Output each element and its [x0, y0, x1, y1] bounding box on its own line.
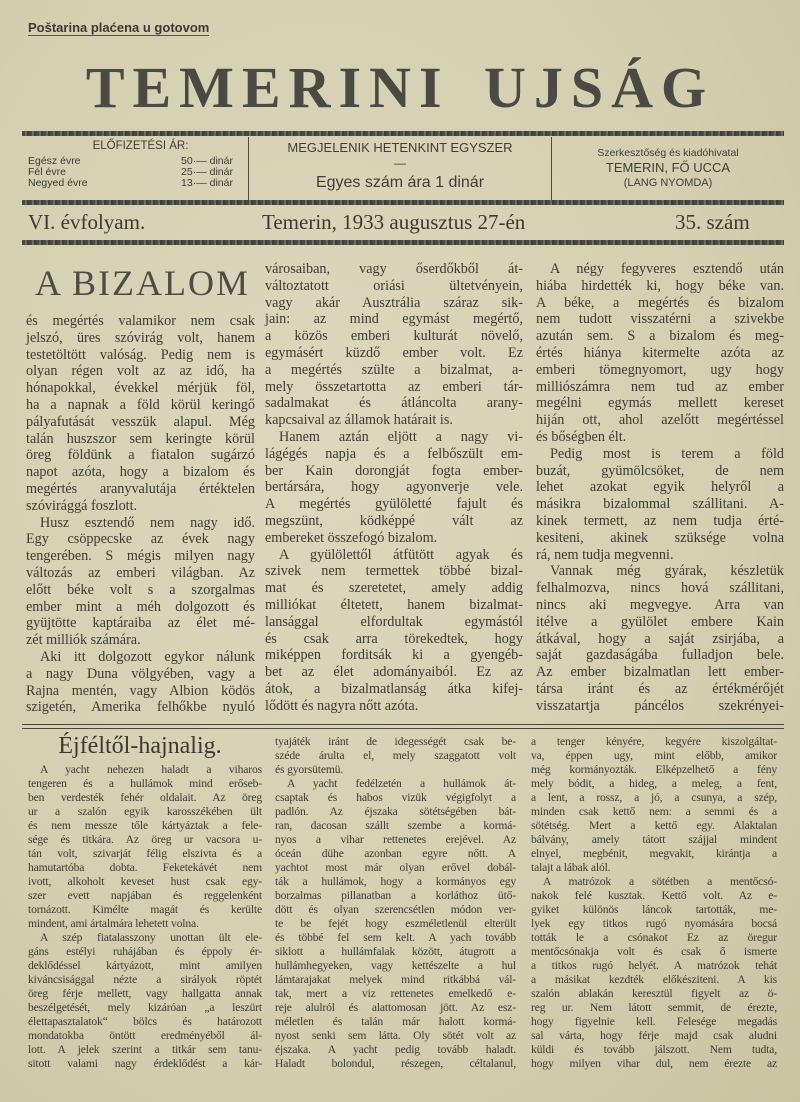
text-line: mely bódit, a hideg, a meleg, a fent,	[531, 777, 777, 790]
text-line: mindent, ami ártalmára lehetett volna.	[28, 917, 199, 930]
text-line: tották le a csónakot Ez az öregur	[531, 931, 777, 944]
text-line: testetöltött valóság. Pedig nem is	[26, 346, 255, 363]
text-line: tornázott. Kimélte magát és kerülte	[28, 903, 262, 916]
text-line: másikra bizalommal szállitani. A-	[536, 496, 784, 513]
text-line: embereket összefogó bizalom.	[265, 529, 438, 546]
article-column	[265, 261, 523, 715]
text-line: tengerében. S mégis milyen nagy	[26, 548, 255, 565]
text-line: buzát, gyümölcsöket, de nem	[536, 462, 784, 479]
text-line: A gyülölettől átfütött agyak és	[279, 546, 523, 563]
text-line: elnyel, megbénit, megvakit, kirántja a	[531, 847, 777, 860]
text-line: ivott, alkoholt keveset hust csak egy-	[28, 875, 262, 888]
text-line: szer evett napjában és reggelenként	[28, 889, 262, 902]
text-line: öreg férje mellett, vagy hallgatta annak	[28, 987, 262, 1000]
text-line: bertársára, hogy agyonverje vele.	[265, 479, 523, 496]
article-column	[26, 313, 255, 716]
text-line: bálvány, amely tátott szájjal mindent	[531, 833, 777, 846]
price-value: 50·— dinár	[181, 155, 233, 167]
price-value: 13·— dinár	[181, 177, 233, 189]
text-line: A yacht fedélzetén a hullámok át-	[287, 777, 516, 790]
postage-notice: Poštarina plaćena u gotovom	[28, 20, 210, 35]
text-line: szivek nem termettek többé bizal-	[265, 563, 523, 580]
text-line: és gyorsütemü.	[275, 763, 344, 776]
text-line: megszünt, ködképpé vált az	[265, 512, 523, 529]
text-line: éjszaka. A yacht pedig tovább haladt.	[275, 1043, 516, 1056]
text-line: lott. A jelek szerint a titkár sem tanu-	[28, 1043, 262, 1056]
text-line: padlón. Az éjszaka sötétségében bát-	[275, 805, 516, 818]
text-line: ták a hullámok, hogy a kormányos egy	[275, 875, 516, 888]
text-line: Az ember bizalmatlan lett ember-	[536, 664, 784, 681]
text-line: deklődéssel kártyázott, mint amilyen	[28, 959, 262, 972]
text-line: mat és szeretetet, amely addig	[265, 580, 523, 597]
text-line: nyost senki sem látta. Oly sötét volt az	[275, 1029, 516, 1042]
text-line: Haladt bolondul, részegen, céltalanul,	[275, 1057, 516, 1070]
text-line: társa iránt és az értékmérőjét	[536, 680, 784, 697]
text-line: változás az emberi világban. Az	[26, 564, 255, 581]
office-address: TEMERIN, FŐ UCCA	[605, 160, 731, 175]
text-line: sal várta, hogy férje majd csak aludni	[531, 1029, 777, 1042]
article-headline: Éjféltől-hajnalig.	[58, 733, 222, 759]
text-line: szalón ablakán keresztül figyelt az ö-	[531, 987, 777, 1000]
text-line: sége és titkára. Az öreg ur vacsora u-	[28, 833, 262, 846]
text-line: és csak arra törekedtek, hogy	[265, 630, 523, 647]
text-line: hiján ott, ahol azelőtt megértéssel	[536, 412, 784, 429]
text-line: te be fejét hogy eszméletlenül elterült	[275, 917, 516, 930]
text-line: nincs aki megvegye. Arra van	[536, 596, 784, 613]
text-line: tak, mert a viz rettenetes emelkedő e-	[275, 987, 516, 1000]
text-line: A béke, a megértés és bizalom	[536, 294, 784, 311]
subscription-box	[28, 140, 233, 189]
text-line: visszatartja páncélos szekrényei-	[536, 697, 784, 714]
text-line: yachtot most már olyan erővel dobál-	[275, 861, 516, 874]
ornamental-rule	[22, 200, 784, 205]
office-info	[556, 146, 780, 190]
text-line: kapcsaival az államok határait is.	[265, 412, 453, 429]
newspaper-title: TEMERINI UJSÁG	[85, 55, 715, 120]
text-line: minden csak kettő nem: a semmi és a	[531, 805, 777, 818]
price-label: Egész évre	[28, 155, 81, 167]
article-column	[536, 261, 784, 715]
text-line: zét milliók számára.	[26, 632, 141, 649]
text-line: városaiban, vagy őserdőkből át-	[265, 261, 523, 277]
volume: VI. évfolyam.	[28, 210, 146, 234]
office-line: Szerkesztőség és kiadóhivatal	[597, 147, 739, 159]
text-line: nyos a vihar rettenetes erejével. Az	[275, 833, 516, 846]
text-line: öreg földünk a fiatalon sugárzó	[26, 447, 255, 464]
ornamental-rule	[22, 240, 784, 245]
text-line: értés hiánya kitermelte azóta az	[536, 344, 784, 361]
price-label: Negyed évre	[28, 177, 88, 189]
text-line: ran, dacosan szállt szembe a kormá-	[275, 819, 516, 832]
text-line: A szép fiatalasszony unottan ült ele-	[40, 931, 262, 944]
text-line: ben verdesték fehér oldalait. Az öreg	[28, 791, 262, 804]
text-line: a titkos rugó helyét. A matrózok tehát	[531, 959, 777, 972]
text-line: méletlen és talán már halott kormá-	[275, 1015, 516, 1028]
text-line: Aki itt dolgozott egykor nálunk	[40, 648, 255, 665]
text-line: pályafutását vesszük alapul. Még	[26, 413, 255, 430]
text-line: szóvirággá foszlott.	[26, 497, 138, 514]
text-line: szigetén, Amerika felhőkbe nyuló	[26, 699, 255, 716]
text-line: A yacht nehezen haladt a viharos	[40, 763, 262, 776]
text-line: egymásért küzdő ember volt. Ez	[265, 344, 523, 361]
text-line: Husz esztendő nem nagy idő.	[40, 514, 255, 531]
text-line: hamutartóba dobta. Feketekávét nem	[28, 861, 262, 874]
text-line: miképpen forditsák ki a gyengéb-	[265, 647, 523, 664]
text-line: lágégés napja és a felbőszült em-	[265, 445, 523, 462]
text-line: hogy milyen vihar dul, nem érezte az	[531, 1057, 777, 1070]
text-line: ha a napnak a föld körül keringő	[26, 396, 255, 413]
text-line: lődött és nagyra nőtt azóta.	[265, 697, 419, 714]
text-line: széde árulta el, mely szaggatott volt	[275, 749, 516, 762]
text-line: óceán dühe azonban egyre nőtt. A	[275, 847, 516, 860]
article-headline: A BIZALOM	[35, 263, 250, 303]
text-line: átok, a bizalmatlanság átka kifej-	[265, 680, 523, 697]
text-line: gyüjtötte kaptáraiba az élet mé-	[26, 615, 255, 632]
text-line: változtatott oriási ültetvényein,	[265, 277, 523, 294]
text-line: előtt béke volt s a szorgalmas	[26, 581, 255, 598]
text-line: emberi tömegnyomort, ugy hogy	[536, 361, 784, 378]
text-line: ember mint a méh dolgozott és	[26, 598, 255, 615]
text-line: gyiket különös láncok tartották, me-	[531, 903, 777, 916]
text-line: kiváncsisággal nézte a sirályok röptét	[28, 973, 262, 986]
text-line: kinek termett, az nem tudja érté-	[536, 512, 784, 529]
text-line: talajt a lábak alól.	[531, 861, 611, 874]
text-line: borzalmas pillanatban a korláthoz ütő-	[275, 889, 516, 902]
text-line: Vannak még gyárak, készletük	[550, 563, 784, 580]
text-line: lyek egy titkos rugó nyomására bocsá	[531, 917, 777, 930]
subscription-heading: ELŐFIZETÉSI ÁR:	[92, 140, 189, 152]
text-line: megélni egymás mellett kereset	[536, 395, 784, 412]
text-line: jelszó, üres szóvirág volt, hanem	[26, 329, 255, 346]
text-line: A matrózok a sötétben a mentőcsó-	[543, 875, 777, 888]
text-line: ur a szalón egyik karosszékében ült	[28, 805, 262, 818]
text-line: A megértés gyülöletté fajult és	[265, 496, 523, 513]
text-line: jain: az mind egymást megértő,	[265, 311, 523, 328]
text-line: mondatokba öntött eredményéből ál-	[28, 1029, 262, 1042]
ornamental-rule	[22, 131, 784, 136]
price-label: Fél évre	[28, 166, 66, 178]
text-line: va, éppen ugy, mint előbb, amikor	[531, 749, 777, 762]
column-rule	[248, 137, 249, 200]
dateline: Temerin, 1933 augusztus 27-én	[262, 210, 526, 234]
text-line: és nem messze tőle kártyáztak a fele-	[28, 819, 262, 832]
text-line: azután sem. S a bizalom és meg-	[536, 328, 784, 345]
text-line: siklott a hullámfalak között, átugrott a	[275, 945, 516, 958]
text-line: lámtarajakat melyek mind ritkábbá vál-	[275, 973, 516, 986]
text-line: lansággal elfordultak egymástól	[265, 613, 523, 630]
text-line: itélve a gyülölet embere Kain	[536, 613, 784, 630]
text-line: Rajna mentén, vagy Albion ködös	[26, 682, 255, 699]
text-line: A négy fegyveres esztendő után	[550, 261, 784, 277]
text-line: megértés aranyvalutája értéktelen	[26, 480, 255, 497]
text-line: milliószámra nem tud az ember	[536, 378, 784, 395]
text-line: gáns estélyi ruhájában és éppoly ér-	[28, 945, 262, 958]
text-line: saját gazdaságába fulladjon bele.	[536, 647, 784, 664]
price-row	[28, 178, 233, 189]
text-line: milliókat éltetett, hanem bizalmat-	[265, 596, 523, 613]
text-line: reje alulról és alattomosan jött. Az esz-	[275, 1001, 516, 1014]
text-line: a közös emberi kulturát növelő,	[265, 328, 523, 345]
text-line: tyajáték iránt de idegességét csak be-	[275, 735, 516, 748]
text-line: még kormányozták. Elképzelhető a fény	[531, 763, 777, 776]
dash: —	[394, 156, 406, 170]
text-line: nem tudott visszatérni a szivekbe	[536, 311, 784, 328]
text-line: reg ur. Nem látott semmit, de érezte,	[531, 1001, 777, 1014]
text-line: élettapasztalatok“ bölcs és határozott	[28, 1015, 262, 1028]
text-line: hullámhegyeken, vagy kettészelte a hul	[275, 959, 516, 972]
text-line: talán huszszor sem keringte körül	[26, 430, 255, 447]
text-line: mentőcsónakja volt és csak ő ismerte	[531, 945, 777, 958]
text-line: átkával, hogy a saját zsirjába, a	[536, 630, 784, 647]
text-line: olyan régen volt az az idő, ha	[26, 363, 255, 380]
text-line: a tenger kényére, kegyére kiszolgáltat-	[531, 735, 777, 748]
section-divider	[22, 724, 784, 729]
text-line: sötétség. Mert a kettő egy. Alaktalan	[531, 819, 777, 832]
text-line: hogy figyelnie kell. Felesége megadás	[531, 1015, 777, 1028]
text-line: sadalmakat és átláncolta arany-	[265, 395, 523, 412]
price-value: 25·— dinár	[181, 166, 233, 178]
text-line: és bőségben élt.	[536, 428, 627, 445]
text-line: csaptak és habos vizük végigfolyt a	[275, 791, 516, 804]
frequency: MEGJELENIK HETENKINT EGYSZER	[287, 140, 513, 155]
text-line: a megértés szülte a bizalmat, a-	[265, 361, 523, 378]
column-rule	[551, 137, 552, 200]
issue-number: 35. szám	[675, 210, 750, 234]
text-line: Egy csöppecske az évek nagy	[26, 531, 255, 548]
text-line: Pedig most is terem a föld	[550, 445, 784, 462]
text-line: tán volt, szivarját félig elszivta és a	[28, 847, 262, 860]
text-line: rá, nem tudja megvenni.	[536, 546, 674, 563]
text-line: bet az élet adományaiból. Ez az	[265, 664, 523, 681]
text-line: tengeren és a hullámok mind erőseb-	[28, 777, 262, 790]
text-line: a nagy Duna völgyében, vagy a	[26, 665, 255, 682]
text-line: napot azóta, hogy a bizalom és	[26, 464, 255, 481]
text-line: és megértés valamikor nem csak	[26, 313, 255, 329]
text-line: hiába hirdették ki, hogy béke van.	[536, 277, 784, 294]
text-line: kesiteni, akinek szüksége volna	[536, 529, 784, 546]
text-line: lehet azokat egyik helyről a	[536, 479, 784, 496]
text-line: ber Kain dorongját fogta ember-	[265, 462, 523, 479]
text-line: küldi és tovább jálszott. Nem tudta,	[531, 1043, 777, 1056]
text-line: sitott valami nagy érdeklődést a kár-	[28, 1057, 262, 1070]
text-line: a lent, a rossz, a jó, a csunya, a szép,	[531, 791, 777, 804]
text-line: és többé fel sem kelt. A yach tovább	[275, 931, 516, 944]
publication-info	[250, 140, 550, 196]
text-line: a másikat kezdték előkésziteni. A kis	[531, 973, 777, 986]
text-line: felhalmozva, nincs hová szállitani,	[536, 580, 784, 597]
article-column	[28, 763, 262, 1071]
text-line: vagy akár Ausztrália száraz sik-	[265, 294, 523, 311]
text-line: hónapokkal, évekkel mérjük föl,	[26, 380, 255, 397]
text-line: mely összetartotta az emberi tár-	[265, 378, 523, 395]
article-column	[275, 735, 516, 1071]
article-column	[531, 735, 777, 1071]
text-line: Hanem aztán eljött a nagy vi-	[279, 428, 523, 445]
single-copy-price: Egyes szám ára 1 dinár	[315, 174, 485, 191]
text-line: nakok felé kusztak. Kettő volt. Az e-	[531, 889, 777, 902]
text-line: beszélgetését, mely kizáróan „a leszürt	[28, 1001, 262, 1014]
text-line: dött és olyan szerencsétlen módon ver-	[275, 903, 516, 916]
printer: (LANG NYOMDA)	[623, 177, 713, 189]
